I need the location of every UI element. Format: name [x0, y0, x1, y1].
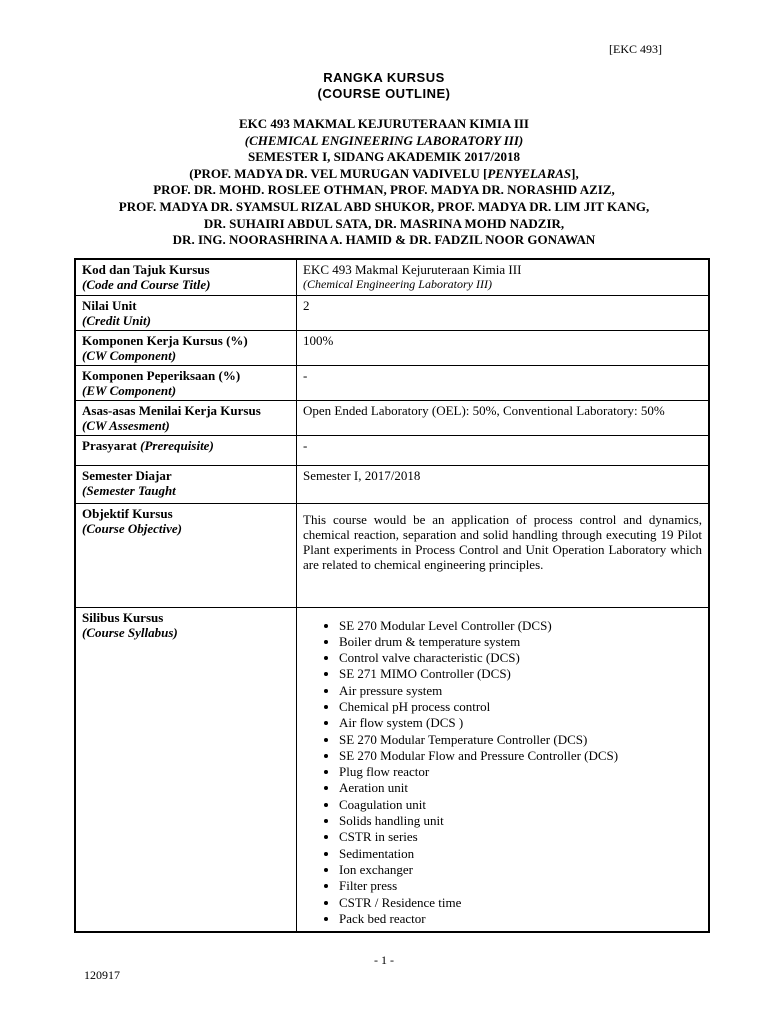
- title-malay: RANGKA KURSUS: [323, 70, 445, 85]
- row-semester-taught: [75, 465, 709, 503]
- row-cw-component: [75, 330, 709, 365]
- list-item: • Aeration unit: [339, 780, 702, 796]
- label-course-code: [75, 259, 297, 295]
- document-title: [0, 70, 768, 102]
- document-code: 120917: [84, 968, 120, 982]
- label-en: (Code and Course Title): [82, 277, 211, 292]
- list-item: • Pack bed reactor: [339, 911, 702, 927]
- coordinator-line: [0, 166, 768, 183]
- label-cw-component: [75, 330, 297, 365]
- lecturers-line-3: DR. SUHAIRI ABDUL SATA, DR. MASRINA MOHD NADZIR,: [203, 215, 565, 231]
- label-en: (Course Objective): [82, 520, 183, 536]
- list-item: • Air pressure system: [339, 683, 702, 699]
- list-item: • Boiler drum & temperature system: [339, 634, 702, 650]
- course-title-en-value: (Chemical Engineering Laboratory III): [303, 277, 492, 291]
- label-ms: Semester Diajar: [82, 467, 172, 483]
- value-course-syllabus: [297, 607, 710, 932]
- label-ms: Nilai Unit: [82, 297, 137, 313]
- value-ew-component: -: [297, 365, 710, 400]
- label-ms: Objektif Kursus: [82, 505, 173, 521]
- coordinator-close: ],: [571, 165, 579, 181]
- list-item: • Chemical pH process control: [339, 699, 702, 715]
- lecturers-line-1: PROF. DR. MOHD. ROSLEE OTHMAN, PROF. MADYA DR. NORASHID AZIZ,: [153, 182, 615, 198]
- label-semester-taught: [75, 465, 297, 503]
- list-item: • SE 270 Modular Temperature Controller (DCS): [339, 732, 702, 748]
- label-en: (CW Assesment): [82, 417, 170, 433]
- list-item: • Air flow system (DCS ): [339, 715, 702, 731]
- list-item: • CSTR in series: [339, 829, 702, 845]
- course-outline-table: [74, 258, 710, 933]
- label-ms: Kod dan Tajuk Kursus: [82, 262, 210, 277]
- course-code-value: EKC 493 Makmal Kejuruteraan Kimia III: [303, 262, 522, 277]
- value-semester-taught: Semester I, 2017/2018: [297, 465, 710, 503]
- label-en: (Semester Taught: [82, 482, 176, 498]
- list-item: • Coagulation unit: [339, 797, 702, 813]
- list-item: • Solids handling unit: [339, 813, 702, 829]
- course-title-english: (CHEMICAL ENGINEERING LABORATORY III): [244, 132, 524, 148]
- list-item: • Sedimentation: [339, 846, 702, 862]
- label-course-syllabus: [75, 607, 297, 932]
- row-course-code: [75, 259, 709, 295]
- label-en: (Course Syllabus): [82, 624, 178, 640]
- lecturers-line-2: PROF. MADYA DR. SYAMSUL RIZAL ABD SHUKOR, PROF. MADYA DR. LIM JIT KANG,: [118, 198, 650, 214]
- value-credit-unit: 2: [297, 295, 710, 330]
- row-cw-assessment: [75, 400, 709, 435]
- label-cw-assessment: [75, 400, 297, 435]
- page-number: - 1 -: [374, 953, 394, 967]
- lecturers-line-4: DR. ING. NOORASHRINA A. HAMID & DR. FADZIL NOOR GONAWAN: [172, 232, 596, 248]
- list-item: • SE 270 Modular Level Controller (DCS): [339, 618, 702, 634]
- list-item: • SE 271 MIMO Controller (DCS): [339, 666, 702, 682]
- document-reference: [EKC 493]: [609, 42, 662, 56]
- list-item: • Plug flow reactor: [339, 764, 702, 780]
- coordinator-role: PENYELARAS: [487, 165, 572, 181]
- list-item: • Ion exchanger: [339, 862, 702, 878]
- list-item: • Filter press: [339, 878, 702, 894]
- row-credit-unit: [75, 295, 709, 330]
- label-en: (CW Component): [82, 347, 177, 363]
- course-code-title: EKC 493 MAKMAL KEJURUTERAAN KIMIA III: [239, 116, 529, 131]
- label-ms: Silibus Kursus: [82, 609, 164, 625]
- value-course-code: [297, 259, 710, 295]
- value-cw-assessment: Open Ended Laboratory (OEL): 50%, Conventional Laboratory: 50%: [297, 400, 710, 435]
- label-ew-component: [75, 365, 297, 400]
- row-course-syllabus: [75, 607, 709, 932]
- label-credit-unit: [75, 295, 297, 330]
- list-item: • CSTR / Residence time: [339, 895, 702, 911]
- label-ms: Asas-asas Menilai Kerja Kursus: [82, 402, 261, 418]
- list-item: • Control valve characteristic (DCS): [339, 650, 702, 666]
- label-en: (Prerequisite): [140, 437, 214, 453]
- list-item: • SE 270 Modular Flow and Pressure Controller (DCS): [339, 748, 702, 764]
- label-prerequisite: [75, 435, 297, 465]
- label-ms: Komponen Peperiksaan (%): [82, 367, 241, 383]
- label-en: (Credit Unit): [82, 312, 151, 328]
- value-course-objective: This course would be an application of process control and dynamics, chemical reaction, separation and solid handling through executing 19 Pilot Plant experiments in Process Control and Unit Operation Laboratory which are related to chemical engineering principles.: [297, 503, 710, 607]
- syllabus-list: [303, 618, 702, 928]
- coordinator-name: (PROF. MADYA DR. VEL MURUGAN VADIVELU [: [189, 165, 488, 181]
- label-course-objective: [75, 503, 297, 607]
- course-heading: [0, 116, 768, 249]
- label-en: (EW Component): [82, 382, 177, 398]
- value-prerequisite: -: [297, 435, 710, 465]
- semester-session: SEMESTER I, SIDANG AKADEMIK 2017/2018: [248, 149, 520, 165]
- row-course-objective: [75, 503, 709, 607]
- row-prerequisite: [75, 435, 709, 465]
- row-ew-component: [75, 365, 709, 400]
- title-english: (COURSE OUTLINE): [317, 86, 451, 101]
- value-cw-component: 100%: [297, 330, 710, 365]
- label-ms: Prasyarat: [82, 437, 137, 453]
- label-ms: Komponen Kerja Kursus (%): [82, 332, 248, 348]
